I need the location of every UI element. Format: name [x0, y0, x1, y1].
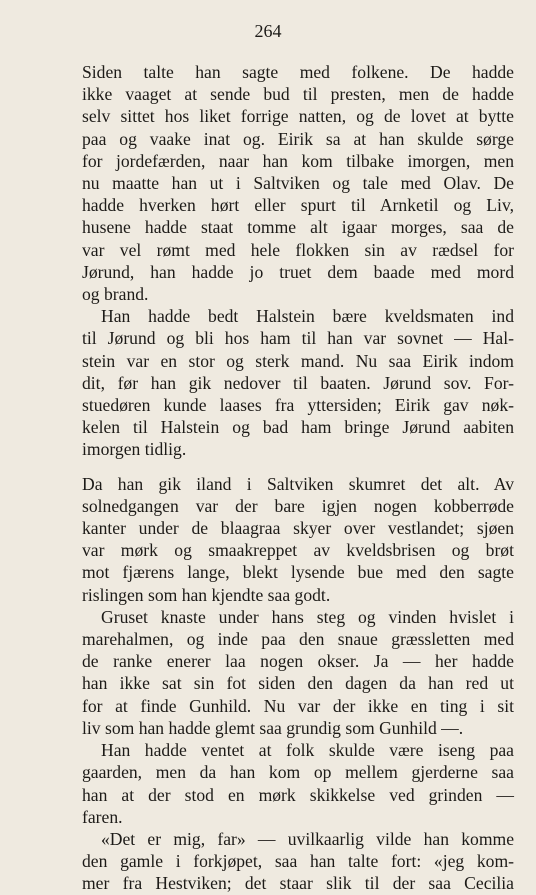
- text-line: paa og vaake inat og. Eirik sa at han skulde sørge: [82, 128, 514, 149]
- text-line: gaarden, men da han kom op mellem gjerderne saa: [82, 762, 514, 783]
- text-line: Siden talte han sagte med folkene. De hadde: [82, 62, 514, 82]
- text-line: Han hadde bedt Halstein bære kveldsmaten ind: [101, 306, 514, 327]
- text-line: for at finde Gunhild. Nu var der ikke en ting i sit: [82, 695, 514, 716]
- text-line: og brand.: [82, 284, 149, 305]
- text-line: faren.: [82, 806, 123, 827]
- text-line: husene hadde staat tomme alt igaar morges, saa de: [82, 217, 514, 238]
- text-line: til Jørund og bli hos ham til han var sovnet — Hal-: [82, 328, 514, 349]
- text-line: kanter under de blaagraa skyer over vestlandet; sjøen: [82, 518, 514, 539]
- text-line: Da han gik iland i Saltviken skumret det alt. Av: [82, 473, 514, 494]
- text-line: dit, før han gik nedover til baaten. Jørund sov. For-: [82, 372, 514, 393]
- text-line: Jørund, han hadde jo truet dem baade med mord: [82, 261, 514, 282]
- text-line: rislingen som han kjendte saa godt.: [82, 584, 331, 605]
- paragraph: [82, 305, 514, 460]
- text-line: ikke vaaget at sende bud til presten, men de hadde: [82, 84, 514, 105]
- text-line: stein var en stor og sterk mand. Nu saa Eirik indom: [82, 350, 514, 371]
- body-text: [82, 61, 514, 895]
- text-line: for jordefærden, naar han kom tilbake imorgen, men: [82, 150, 514, 171]
- text-line: imorgen tidlig.: [82, 439, 187, 460]
- text-line: mot fjærens lange, blekt lysende bue med den sagte: [82, 562, 514, 583]
- text-line: liv som han hadde glemt saa grundig som Gunhild —.: [82, 717, 464, 738]
- text-line: mer fra Hestviken; det staar slik til der saa Cecilia: [82, 873, 514, 894]
- text-line: Gruset knaste under hans steg og vinden hvislet i: [101, 606, 514, 627]
- text-line: de ranke enerer laa nogen okser. Ja — her hadde: [82, 651, 514, 672]
- paragraph: [82, 606, 514, 739]
- text-line: han at der stod en mørk skikkelse ved grinden —: [82, 784, 514, 805]
- text-line: var vel rømt med hele flokken sin av rædsel for: [82, 239, 514, 260]
- paragraph: [82, 739, 514, 828]
- text-line: han ikke sat sin fot siden den dagen da han red ut: [82, 673, 514, 694]
- paragraph: [82, 473, 514, 606]
- text-line: selv sittet hos liket forrige natten, og de lovet at bytte: [82, 106, 514, 127]
- section-break: [82, 461, 514, 473]
- text-line: nu maatte han ut i Saltviken og tale med Olav. De: [82, 173, 514, 194]
- text-line: kelen til Halstein og bad ham bringe Jørund aabiten: [82, 417, 514, 438]
- paragraph: [82, 61, 514, 305]
- paragraph: [82, 828, 514, 895]
- text-line: «Det er mig, far» — uvilkaarlig vilde han komme: [101, 828, 514, 849]
- text-line: stuedøren kunde laases fra yttersiden; Eirik gav nøk-: [82, 395, 514, 416]
- text-line: var mørk og smaakreppet av kveldsbrisen og brøt: [82, 540, 514, 561]
- text-line: solnedgangen var der bare igjen nogen kobberrøde: [82, 495, 514, 516]
- text-line: Han hadde ventet at folk skulde være iseng paa: [101, 740, 514, 761]
- text-line: den gamle i forkjøpet, saa han talte fort: «jeg kom-: [82, 851, 514, 872]
- text-line: marehalmen, og inde paa den snaue græssletten med: [82, 629, 514, 650]
- text-line: hadde hverken hørt eller spurt til Arnketil og Liv,: [82, 195, 514, 216]
- page-number: 264: [254, 21, 282, 41]
